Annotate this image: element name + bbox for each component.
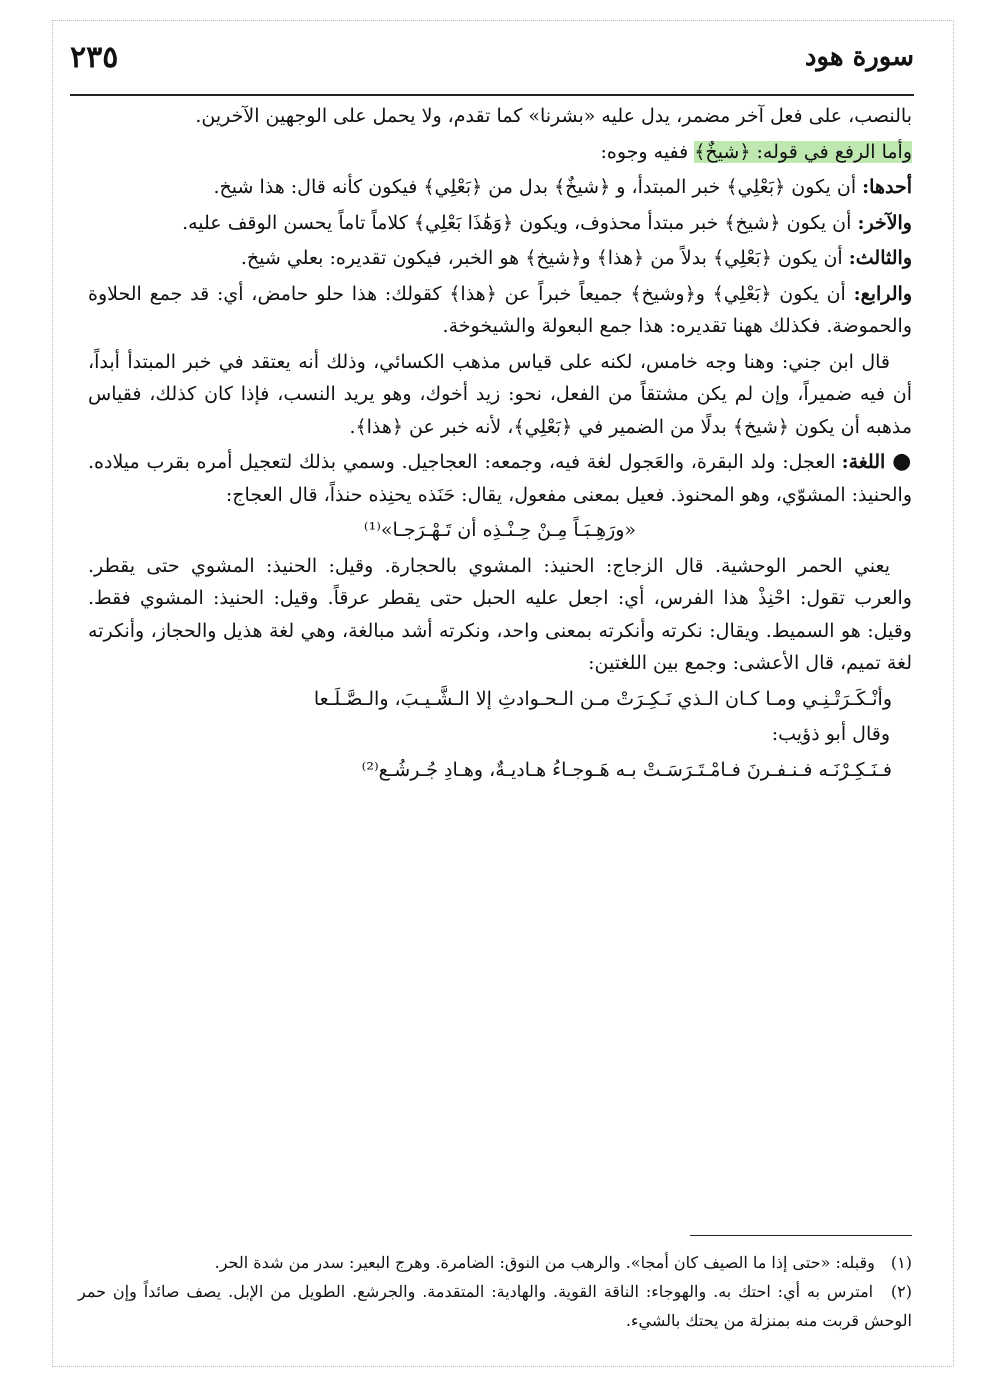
bullet-icon: ● [892,449,913,474]
poem-line: وأنْـكَـرَتْـنِـي ومـا كـان الـذي نَـكِـرَتْ مـن الـحـوادثِ إلا الـشَّـيـبَ، والـصَّـلَـعا [313,687,892,710]
paragraph: قال ابن جني: وهنا وجه خامس، لكنه على قياس مذهب الكسائي، وذلك أنه يعتقد في خبر المبتدأ أبداً، أن فيه ضميراً، وإن لم يكن مشتقاً من الفعل، نحو: زيد أخوك، وهو يريد النسب، فإذا كان كذلك، فقياس مذهبه أن يكون ﴿شيخ﴾ بدلًا من الضمير في ﴿بَعْلِي﴾، لأنه خبر عن ﴿هذا﴾. [88,350,912,438]
paragraph: وقال أبو ذؤيب: [771,723,890,745]
main-text [88,100,912,789]
footnote-number: (٢) [890,1282,912,1301]
header-divider [70,94,914,96]
paragraph [88,278,912,343]
footnote [78,1248,912,1277]
paragraph-lead: والآخر: [857,211,912,234]
footnote-text: وقبله: «حتى إذا ما الصيف كان أمجا». والرهب من النوق: الضامرة. وهرج البعير: سدر من شدة الحر. [214,1253,875,1272]
paragraph-text: أن يكون ﴿شيخ﴾ خبر مبتدأ محذوف، ويكون ﴿وَهَٰذَا بَعْلِي﴾ كلاماً تاماً يحسن الوقف عليه. [182,211,858,234]
page-header [70,40,914,90]
paragraph-text: أن يكون ﴿بَعْلِي﴾ و﴿وشيخ﴾ جميعاً خبراً عن ﴿هذا﴾ كقولك: هذا حلو حامض، أي: قد جمع الحلاوة والحموضة. فكذلك ههنا تقديره: هذا جمع البعولة والشيخوخة. [88,282,912,337]
paragraph [88,136,912,169]
paragraph-text: أن يكون ﴿بَعْلِي﴾ بدلاً من ﴿هذا﴾ و﴿شيخ﴾ هو الخبر، فيكون تقديره: بعلي شيخ. [240,247,849,269]
paragraph-text: ففيه وجوه: [600,140,695,163]
paragraph: بالنصب، على فعل آخر مضمر، يدل عليه «بشرنا» كما تقدم، ولا يحمل على الوجهين الآخرين. [195,105,912,127]
page-number: ٢٣٥ [70,40,119,75]
paragraph-text: أن يكون ﴿بَعْلِي﴾ خبر المبتدأ، و ﴿شيخٌ﴾ بدل من ﴿بَعْلِي﴾ فيكون كأنه قال: هذا شيخ. [213,176,863,198]
paragraph [88,207,912,240]
paragraph [88,171,912,204]
surah-title: سورة هود [804,42,914,72]
paragraph [88,242,912,275]
footnote-number: (١) [890,1253,912,1272]
paragraph-lead: والثالث: [848,247,912,269]
verse-quote: «ورَهِـبَـاً مِـنْ حِـنْـذِه أن تَـهْـرَجـا»⁽¹⁾ [363,519,637,541]
paragraph-text: العجل: ولد البقرة، والعَجول لغة فيه، وجمعه: العجاجيل. وسمي بذلك لتعجيل أمره بقرب ميلاده. والحنيذ: المشوّي، وهو المحنوذ. فعيل بمعنى مفعول، يقال: حَنَذه يحنِذه حنذاً، قال العجاج: [88,451,912,506]
paragraph-lead: أحدها: [862,176,912,198]
poem-line: فـنَـكِـرْنَـه فـنـفـرنَ فـامْـتَـرَسَـتْ بـه هَـوجـاءُ هـاديـةٌ، وهـادِ جُـرشُـع⁽²⁾ [361,758,892,781]
paragraph: يعني الحمر الوحشية. قال الزجاج: الحنيذ: المشوي بالحجارة. وقيل: الحنيذ: المشوي حتى يقطر. والعرب تقول: احْنِذْ هذا الفرس، أي: اجعل عليه الحبل حتى يقطر عرقاً. وقيل: الحنيذ: المشوي فقط. وقيل: هو السميط. ويقال: نكرته وأنكرته بمعنى واحد، ونكرته أشد مبالغة، وهي لغة هذيل والحجاز، وأنكرته لغة تميم، قال الأعشى: وجمع بين اللغتين: [88,554,912,674]
highlighted-text: وأما الرفع في قوله: ﴿شيخٌ﴾ [694,140,912,163]
footnotes [78,1248,912,1335]
footnote-text: امترس به أي: احتك به. والهوجاء: الناقة القوية. والهادية: المتقدمة. والجرشع. الطويل من الإبل. يصف صائداً وإن حمر الوحش قربت منه بمنزلة من يحتك بالشيء. [78,1282,912,1330]
footnote [78,1277,912,1335]
paragraph-lead: والرابع: [853,282,912,305]
paragraph-lead: اللغة: [841,451,886,473]
paragraph [88,446,912,511]
footnote-divider [690,1235,912,1236]
